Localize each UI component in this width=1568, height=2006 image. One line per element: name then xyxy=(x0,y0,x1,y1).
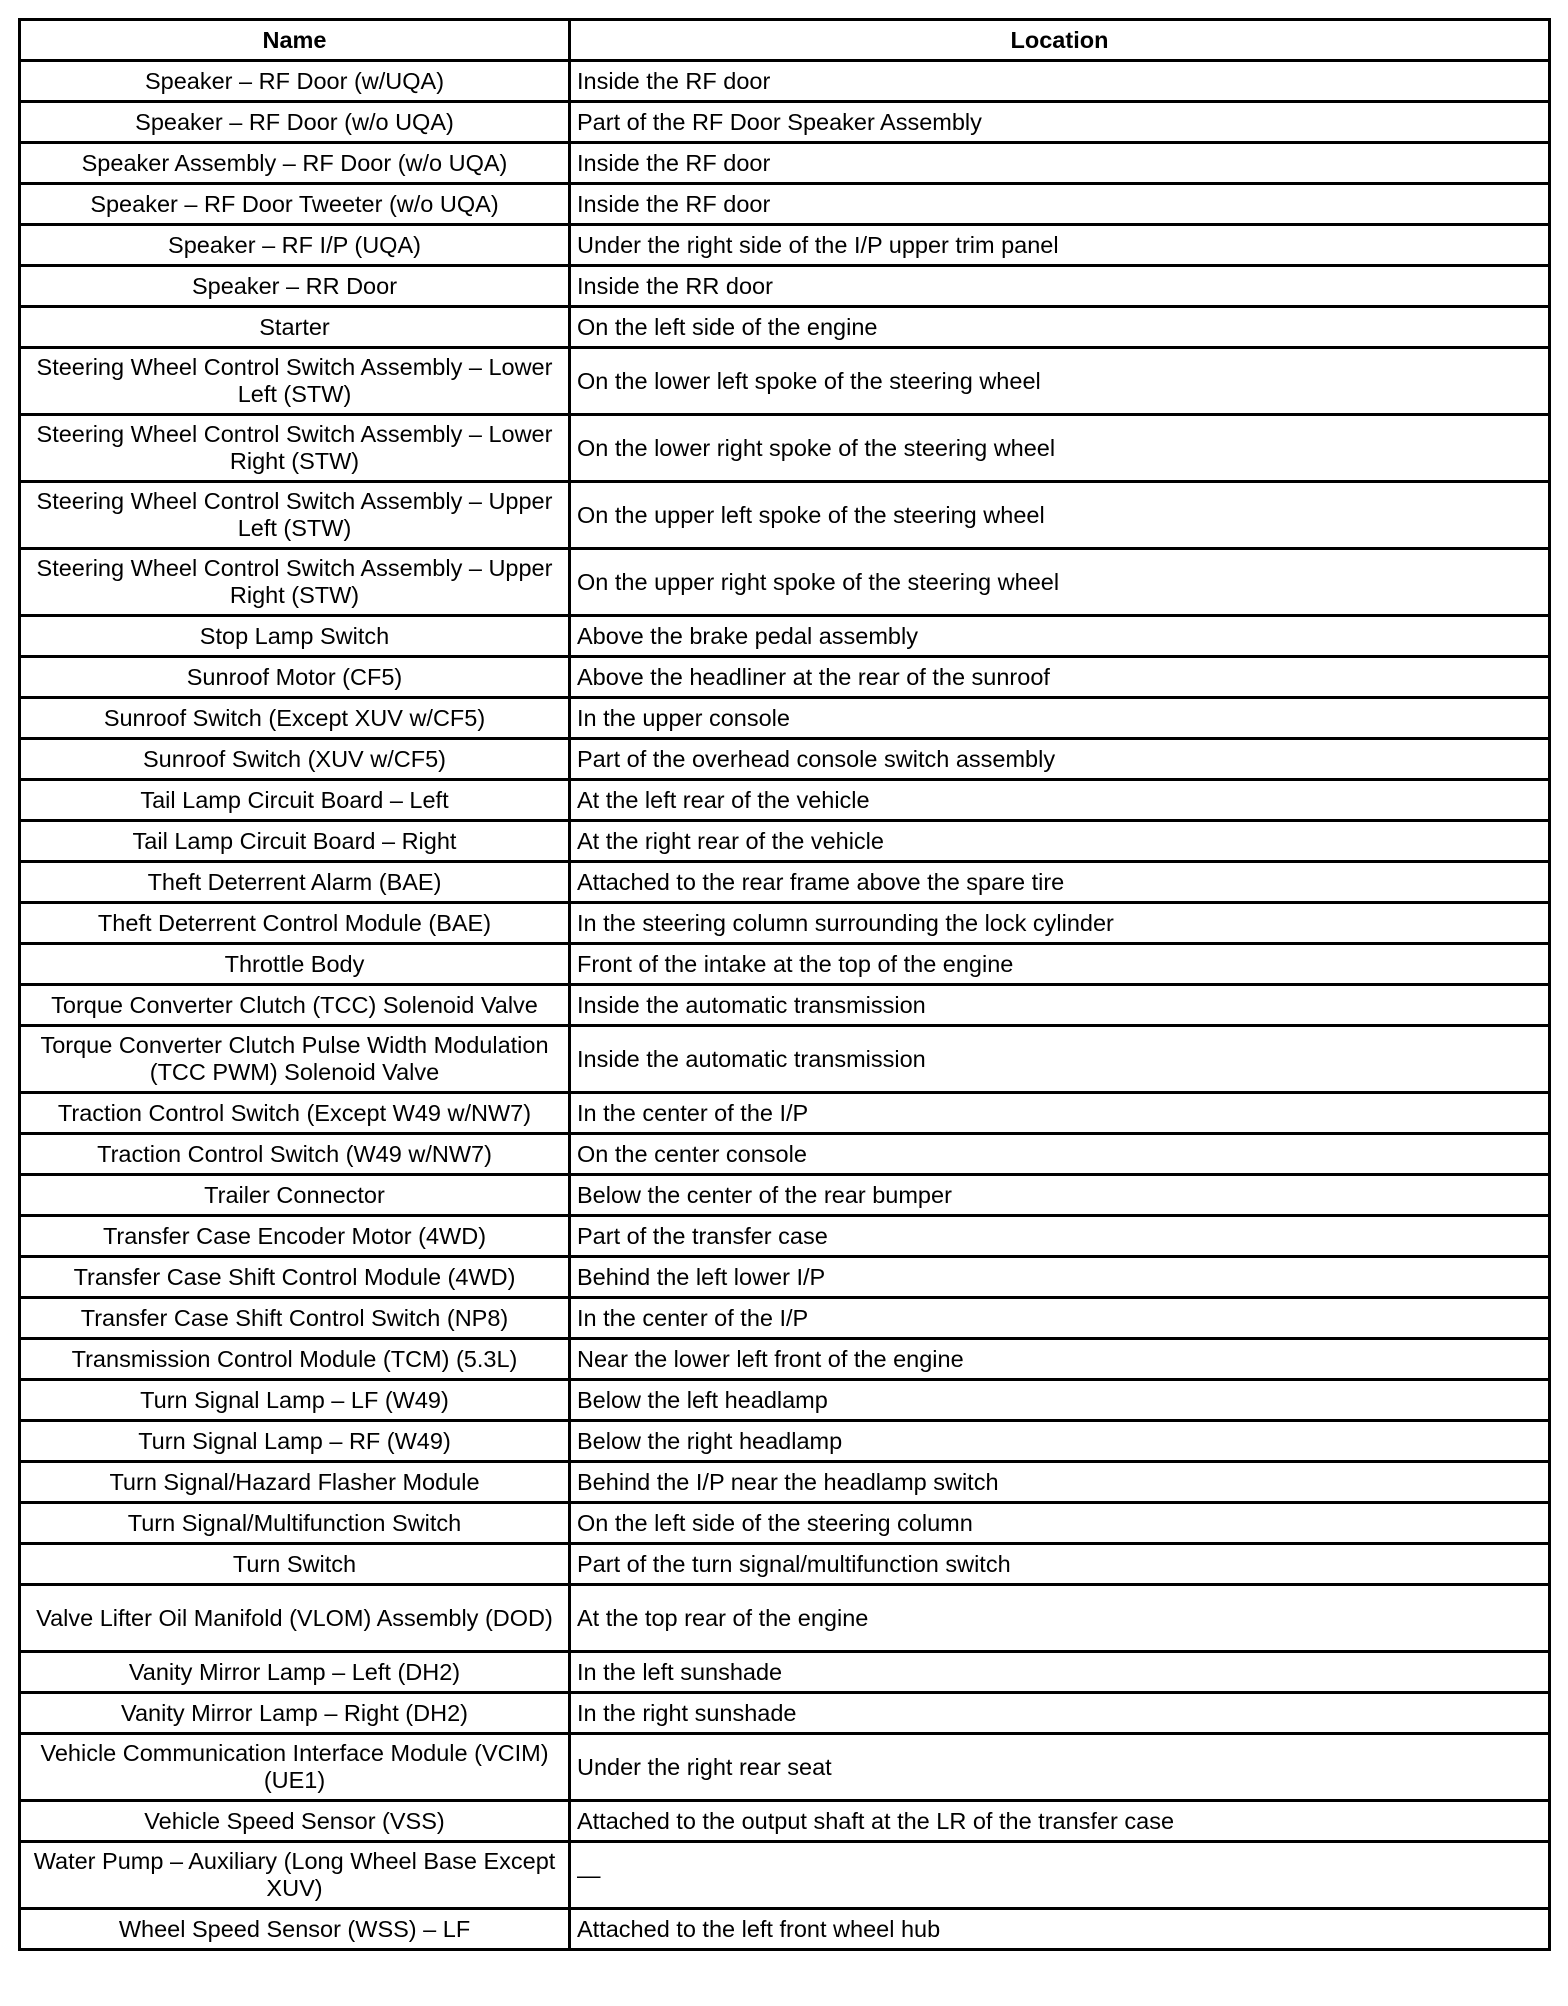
table-row xyxy=(20,1216,1550,1257)
table-row xyxy=(20,225,1550,266)
cell-name: Wheel Speed Sensor (WSS) – LF xyxy=(20,1909,570,1950)
cell-name: Vehicle Communication Interface Module (VCIM) (UE1) xyxy=(20,1734,570,1801)
cell-name: Theft Deterrent Alarm (BAE) xyxy=(20,862,570,903)
table-row xyxy=(20,549,1550,616)
table-row xyxy=(20,102,1550,143)
table-row xyxy=(20,821,1550,862)
cell-location: In the right sunshade xyxy=(570,1693,1550,1734)
cell-location: Above the brake pedal assembly xyxy=(570,616,1550,657)
cell-location: Below the left headlamp xyxy=(570,1380,1550,1421)
cell-name: Theft Deterrent Control Module (BAE) xyxy=(20,903,570,944)
table-row xyxy=(20,1734,1550,1801)
cell-name: Water Pump – Auxiliary (Long Wheel Base Except XUV) xyxy=(20,1842,570,1909)
table-row xyxy=(20,1421,1550,1462)
cell-location: Behind the left lower I/P xyxy=(570,1257,1550,1298)
table-row xyxy=(20,1298,1550,1339)
cell-name: Speaker – RF Door (w/o UQA) xyxy=(20,102,570,143)
table-row xyxy=(20,1026,1550,1093)
table-row xyxy=(20,1544,1550,1585)
table-row xyxy=(20,1257,1550,1298)
cell-location: — xyxy=(570,1842,1550,1909)
cell-location: Front of the intake at the top of the engine xyxy=(570,944,1550,985)
table-row xyxy=(20,184,1550,225)
table-row xyxy=(20,266,1550,307)
cell-name: Throttle Body xyxy=(20,944,570,985)
cell-location: At the top rear of the engine xyxy=(570,1585,1550,1652)
table-row xyxy=(20,1503,1550,1544)
table-row xyxy=(20,657,1550,698)
cell-name: Vanity Mirror Lamp – Right (DH2) xyxy=(20,1693,570,1734)
table-row xyxy=(20,698,1550,739)
cell-location: Inside the automatic transmission xyxy=(570,1026,1550,1093)
cell-name: Turn Signal Lamp – LF (W49) xyxy=(20,1380,570,1421)
cell-location: Attached to the left front wheel hub xyxy=(570,1909,1550,1950)
header-name: Name xyxy=(20,20,570,61)
cell-location: On the upper left spoke of the steering wheel xyxy=(570,482,1550,549)
cell-name: Steering Wheel Control Switch Assembly – Lower Right (STW) xyxy=(20,415,570,482)
table-row xyxy=(20,1093,1550,1134)
table-row xyxy=(20,1175,1550,1216)
cell-location: In the left sunshade xyxy=(570,1652,1550,1693)
cell-name: Tail Lamp Circuit Board – Right xyxy=(20,821,570,862)
header-location: Location xyxy=(570,20,1550,61)
cell-name: Speaker – RF Door (w/UQA) xyxy=(20,61,570,102)
cell-name: Trailer Connector xyxy=(20,1175,570,1216)
cell-location: At the left rear of the vehicle xyxy=(570,780,1550,821)
table-row xyxy=(20,348,1550,415)
cell-location: Below the right headlamp xyxy=(570,1421,1550,1462)
table-row xyxy=(20,1462,1550,1503)
cell-name: Turn Switch xyxy=(20,1544,570,1585)
cell-name: Speaker – RF Door Tweeter (w/o UQA) xyxy=(20,184,570,225)
cell-name: Traction Control Switch (W49 w/NW7) xyxy=(20,1134,570,1175)
cell-name: Tail Lamp Circuit Board – Left xyxy=(20,780,570,821)
table-row xyxy=(20,1652,1550,1693)
cell-name: Speaker Assembly – RF Door (w/o UQA) xyxy=(20,143,570,184)
cell-location: Under the right rear seat xyxy=(570,1734,1550,1801)
cell-name: Torque Converter Clutch (TCC) Solenoid Valve xyxy=(20,985,570,1026)
cell-location: Inside the RR door xyxy=(570,266,1550,307)
table-row xyxy=(20,903,1550,944)
table-row xyxy=(20,1693,1550,1734)
table-row xyxy=(20,985,1550,1026)
cell-name: Torque Converter Clutch Pulse Width Modulation (TCC PWM) Solenoid Valve xyxy=(20,1026,570,1093)
table-row xyxy=(20,1380,1550,1421)
cell-name: Traction Control Switch (Except W49 w/NW7) xyxy=(20,1093,570,1134)
table-row xyxy=(20,1801,1550,1842)
table-row xyxy=(20,739,1550,780)
cell-location: Part of the transfer case xyxy=(570,1216,1550,1257)
cell-name: Transfer Case Encoder Motor (4WD) xyxy=(20,1216,570,1257)
cell-location: On the center console xyxy=(570,1134,1550,1175)
table-row xyxy=(20,143,1550,184)
table-row xyxy=(20,61,1550,102)
table-row xyxy=(20,482,1550,549)
cell-location: In the center of the I/P xyxy=(570,1093,1550,1134)
cell-name: Vanity Mirror Lamp – Left (DH2) xyxy=(20,1652,570,1693)
cell-location: In the center of the I/P xyxy=(570,1298,1550,1339)
table-row xyxy=(20,862,1550,903)
cell-location: On the upper right spoke of the steering wheel xyxy=(570,549,1550,616)
table-row xyxy=(20,1842,1550,1909)
cell-location: On the left side of the engine xyxy=(570,307,1550,348)
cell-name: Steering Wheel Control Switch Assembly – Lower Left (STW) xyxy=(20,348,570,415)
cell-location: Part of the turn signal/multifunction switch xyxy=(570,1544,1550,1585)
cell-name: Speaker – RF I/P (UQA) xyxy=(20,225,570,266)
cell-location: Inside the RF door xyxy=(570,61,1550,102)
cell-location: Inside the RF door xyxy=(570,143,1550,184)
cell-location: Below the center of the rear bumper xyxy=(570,1175,1550,1216)
table-row xyxy=(20,307,1550,348)
cell-location: On the lower right spoke of the steering wheel xyxy=(570,415,1550,482)
table-row xyxy=(20,1585,1550,1652)
cell-location: Above the headliner at the rear of the sunroof xyxy=(570,657,1550,698)
cell-name: Vehicle Speed Sensor (VSS) xyxy=(20,1801,570,1842)
cell-name: Starter xyxy=(20,307,570,348)
cell-location: Part of the RF Door Speaker Assembly xyxy=(570,102,1550,143)
table-header-row xyxy=(20,20,1550,61)
cell-name: Turn Signal/Multifunction Switch xyxy=(20,1503,570,1544)
cell-name: Sunroof Switch (XUV w/CF5) xyxy=(20,739,570,780)
cell-location: Attached to the rear frame above the spare tire xyxy=(570,862,1550,903)
cell-name: Transfer Case Shift Control Switch (NP8) xyxy=(20,1298,570,1339)
cell-location: In the upper console xyxy=(570,698,1550,739)
cell-location: Near the lower left front of the engine xyxy=(570,1339,1550,1380)
cell-name: Sunroof Switch (Except XUV w/CF5) xyxy=(20,698,570,739)
cell-location: Under the right side of the I/P upper trim panel xyxy=(570,225,1550,266)
cell-location: Attached to the output shaft at the LR of the transfer case xyxy=(570,1801,1550,1842)
table-row xyxy=(20,1339,1550,1380)
cell-location: Inside the automatic transmission xyxy=(570,985,1550,1026)
table-row xyxy=(20,944,1550,985)
cell-name: Steering Wheel Control Switch Assembly – Upper Right (STW) xyxy=(20,549,570,616)
cell-location: At the right rear of the vehicle xyxy=(570,821,1550,862)
cell-name: Speaker – RR Door xyxy=(20,266,570,307)
component-locator-table-wrapper xyxy=(18,18,1548,1951)
cell-location: Part of the overhead console switch assembly xyxy=(570,739,1550,780)
cell-name: Turn Signal Lamp – RF (W49) xyxy=(20,1421,570,1462)
cell-location: On the left side of the steering column xyxy=(570,1503,1550,1544)
cell-name: Transfer Case Shift Control Module (4WD) xyxy=(20,1257,570,1298)
cell-name: Valve Lifter Oil Manifold (VLOM) Assembly (DOD) xyxy=(20,1585,570,1652)
cell-name: Transmission Control Module (TCM) (5.3L) xyxy=(20,1339,570,1380)
table-row xyxy=(20,616,1550,657)
table-row xyxy=(20,1134,1550,1175)
cell-location: Behind the I/P near the headlamp switch xyxy=(570,1462,1550,1503)
cell-name: Turn Signal/Hazard Flasher Module xyxy=(20,1462,570,1503)
cell-name: Steering Wheel Control Switch Assembly – Upper Left (STW) xyxy=(20,482,570,549)
cell-name: Sunroof Motor (CF5) xyxy=(20,657,570,698)
component-locator-table xyxy=(18,18,1551,1951)
cell-location: Inside the RF door xyxy=(570,184,1550,225)
table-row xyxy=(20,1909,1550,1950)
table-row xyxy=(20,780,1550,821)
table-row xyxy=(20,415,1550,482)
cell-location: In the steering column surrounding the lock cylinder xyxy=(570,903,1550,944)
cell-location: On the lower left spoke of the steering wheel xyxy=(570,348,1550,415)
cell-name: Stop Lamp Switch xyxy=(20,616,570,657)
